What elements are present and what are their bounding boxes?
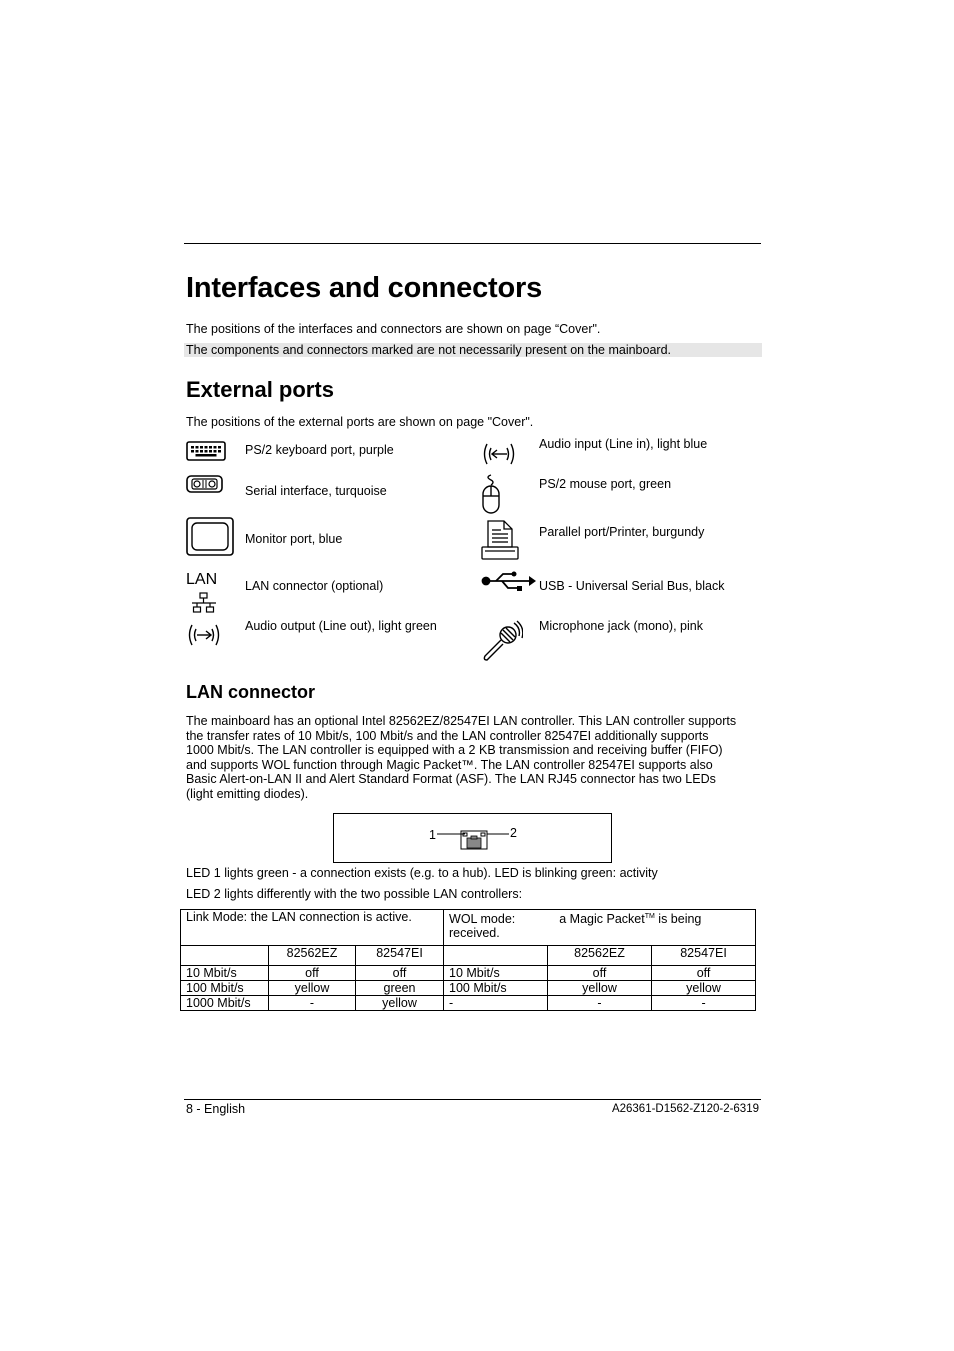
led2-description: LED 2 lights differently with the two possible LAN controllers:	[186, 887, 523, 901]
table-cell: 10 Mbit/s	[444, 966, 548, 981]
table-cell: 1000 Mbit/s	[181, 996, 269, 1011]
led1-label: 1	[429, 828, 436, 842]
port-label-serial: Serial interface, turquoise	[245, 484, 387, 498]
wol-header-a: WOL mode:	[449, 912, 516, 927]
microphone-icon	[481, 620, 523, 662]
table-row	[181, 996, 756, 1011]
printer-icon	[481, 520, 519, 560]
lan-body-line-2: the transfer rates of 10 Mbit/s, 100 Mbit/s and the LAN controller 82547EI additionally supports	[186, 729, 709, 743]
led2-label: 2	[510, 826, 517, 840]
keyboard-icon	[186, 441, 226, 461]
top-rule	[184, 243, 761, 244]
port-label-monitor: Monitor port, blue	[245, 532, 343, 546]
table-cell: off	[548, 966, 652, 981]
external-ports-intro: The positions of the external ports are shown on page "Cover".	[186, 415, 534, 429]
table-cell: yellow	[269, 981, 356, 996]
lan-connector-figure	[333, 813, 612, 863]
audio-in-icon	[481, 441, 517, 467]
led1-description: LED 1 lights green - a connection exists (e.g. to a hub). LED is blinking green: activity	[186, 866, 658, 880]
port-label-keyboard: PS/2 keyboard port, purple	[245, 443, 394, 457]
table-cell: green	[356, 981, 444, 996]
audio-out-icon	[186, 622, 222, 648]
port-label-lan: LAN connector (optional)	[245, 579, 384, 593]
serial-port-icon	[186, 475, 223, 493]
section-title-lan-connector: LAN connector	[186, 682, 316, 702]
table-cell: 100 Mbit/s	[444, 981, 548, 996]
wol-mode-header	[444, 910, 756, 946]
intro-text: The positions of the interfaces and connectors are shown on page “Cover".	[186, 322, 601, 336]
rj45-connector-icon	[437, 827, 517, 851]
table-subheader-row	[181, 946, 756, 966]
mouse-icon	[481, 474, 501, 514]
port-label-usb: USB - Universal Serial Bus, black	[539, 579, 725, 593]
note-text: The components and connectors marked are not necessarily present on the mainboard.	[184, 343, 762, 357]
footer-rule	[184, 1099, 761, 1100]
table-cell: yellow	[548, 981, 652, 996]
table-cell: -	[444, 996, 548, 1011]
table-cell: 100 Mbit/s	[181, 981, 269, 996]
link-mode-header: Link Mode: the LAN connection is active.	[181, 910, 444, 946]
port-label-mouse: PS/2 mouse port, green	[539, 477, 672, 491]
usb-icon	[481, 571, 537, 595]
table-cell: yellow	[356, 996, 444, 1011]
wol-header-b: a Magic Packet	[559, 912, 645, 927]
table-header-row	[181, 910, 756, 946]
port-label-audio-in: Audio input (Line in), light blue	[539, 437, 708, 451]
table-cell: -	[269, 996, 356, 1011]
led-status-table	[180, 909, 756, 1011]
page-title: Interfaces and connectors	[186, 272, 542, 304]
section-title-external-ports: External ports	[186, 377, 334, 402]
port-label-audio-out: Audio output (Line out), light green	[245, 619, 437, 633]
lan-body-line-4: and supports WOL function through Magic Packet™. The LAN controller 82547EI supports also	[186, 758, 713, 772]
table-cell: off	[652, 966, 756, 981]
wol-header-c: is being	[654, 912, 702, 927]
footer-page-label: 8 - English	[186, 1102, 246, 1116]
table-row	[181, 966, 756, 981]
table-cell: off	[356, 966, 444, 981]
wol-header-d: received.	[449, 926, 500, 941]
col-82562ez-wol: 82562EZ	[548, 946, 652, 966]
lan-body-line-3: 1000 Mbit/s. The LAN controller is equipped with a 2 KB transmission and receiving buffer (FIFO)	[186, 743, 723, 757]
table-cell: -	[652, 996, 756, 1011]
col-82547ei-wol: 82547EI	[652, 946, 756, 966]
lan-body-line-5: Basic Alert-on-LAN II and Alert Standard Format (ASF). The LAN RJ45 connector has two LEDs	[186, 772, 716, 786]
table-cell: -	[548, 996, 652, 1011]
lan-body-line-6: (light emitting diodes).	[186, 787, 309, 801]
table-cell: off	[269, 966, 356, 981]
lan-body-line-1: The mainboard has an optional Intel 82562EZ/82547EI LAN controller. This LAN controller supports	[186, 714, 737, 728]
monitor-icon	[186, 517, 234, 556]
port-label-microphone: Microphone jack (mono), pink	[539, 619, 703, 633]
wol-header-tm: TM	[644, 913, 655, 920]
table-row	[181, 981, 756, 996]
table-cell: 10 Mbit/s	[181, 966, 269, 981]
table-cell: yellow	[652, 981, 756, 996]
lan-icon-text: LAN	[186, 571, 218, 588]
footer-doc-number: A26361-D1562-Z120-2-6319	[611, 1103, 759, 1115]
lan-icon	[192, 592, 216, 614]
port-label-printer: Parallel port/Printer, burgundy	[539, 525, 705, 539]
col-82547ei-link: 82547EI	[356, 946, 444, 966]
col-82562ez-link: 82562EZ	[269, 946, 356, 966]
